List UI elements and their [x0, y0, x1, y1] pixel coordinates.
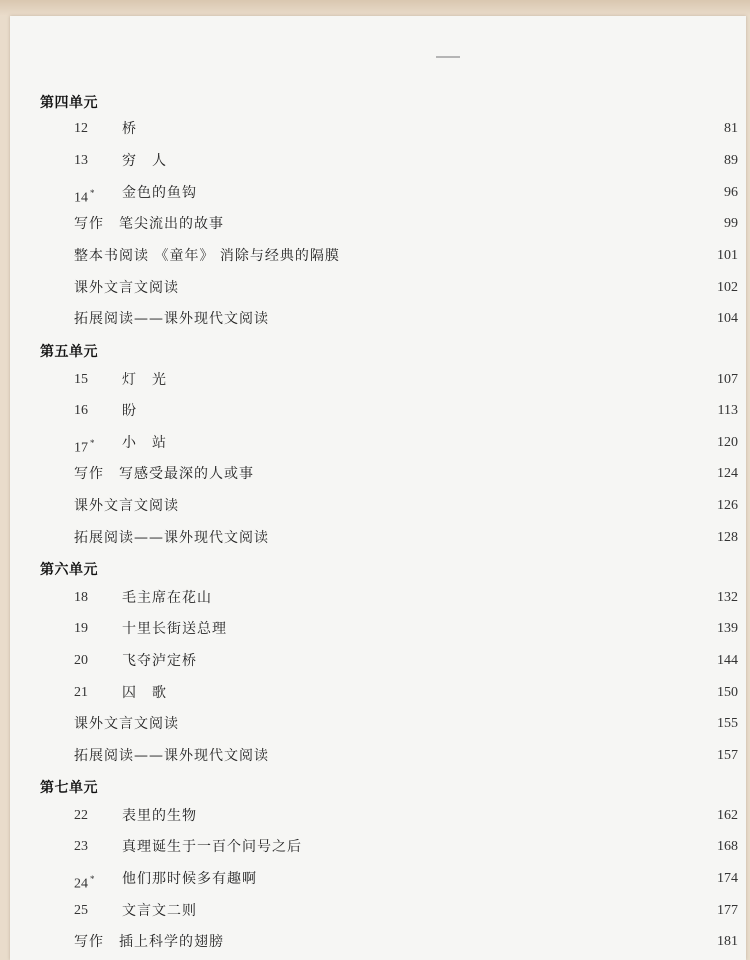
toc-entry[interactable] — [10, 400, 746, 422]
toc-entry[interactable] — [10, 713, 746, 735]
leader-dots — [203, 805, 702, 827]
entry-title: 文言文二则 — [122, 903, 197, 919]
entry-title: 写作 笔尖流出的故事 — [74, 216, 224, 232]
optional-lesson-star: * — [90, 438, 95, 448]
toc-entry[interactable] — [10, 900, 746, 922]
leader-dots — [203, 650, 702, 672]
entry-title: 十里长街送总理 — [122, 621, 227, 637]
toc-entry[interactable] — [10, 277, 746, 299]
lesson-number: 22 — [74, 808, 88, 823]
top-background-strip — [0, 0, 750, 16]
lesson-number: 19 — [74, 621, 88, 636]
page-number: 128 — [717, 530, 738, 545]
leader-dots — [185, 277, 702, 299]
lesson-number: 18 — [74, 590, 88, 605]
page-number: 104 — [717, 311, 738, 326]
entry-title: 整本书阅读 《童年》 消除与经典的隔膜 — [74, 248, 340, 264]
entry-title: 灯 光 — [122, 372, 167, 388]
leader-dots — [308, 836, 702, 858]
toc-entry[interactable] — [10, 931, 746, 953]
entry-title: 金色的鱼钩 — [122, 185, 197, 201]
page-number: 99 — [724, 216, 738, 231]
toc-entry[interactable] — [10, 463, 746, 485]
page-divider-mark — [436, 56, 460, 58]
lesson-number: 24 * — [74, 874, 95, 892]
page-number: 177 — [717, 903, 738, 918]
leader-dots — [203, 182, 702, 204]
toc-entry[interactable] — [10, 495, 746, 517]
toc-entry[interactable] — [10, 745, 746, 767]
page-number: 120 — [717, 435, 738, 450]
page-number: 102 — [717, 280, 738, 295]
lesson-number: 15 — [74, 372, 88, 387]
entry-title: 写作 插上科学的翅膀 — [74, 934, 224, 950]
toc-entry[interactable] — [10, 868, 746, 890]
entry-title: 课外文言文阅读 — [74, 498, 179, 514]
entry-title: 小 站 — [122, 435, 167, 451]
toc-entry[interactable] — [10, 308, 746, 330]
entry-title: 表里的生物 — [122, 808, 197, 824]
page-number: 81 — [724, 121, 738, 136]
lesson-number: 14 * — [74, 188, 95, 206]
page-number: 144 — [717, 653, 738, 668]
toc-entry[interactable] — [10, 118, 746, 140]
page-number: 113 — [717, 403, 738, 418]
leader-dots — [260, 463, 702, 485]
toc-entry[interactable] — [10, 369, 746, 391]
entry-title: 他们那时候多有趣啊 — [122, 871, 257, 887]
entry-title: 桥 — [122, 121, 137, 137]
entry-title: 拓展阅读——课外现代文阅读 — [74, 530, 269, 546]
lesson-number: 25 — [74, 903, 88, 918]
entry-title: 盼 — [122, 403, 137, 419]
entry-title: 穷 人 — [122, 153, 167, 169]
leader-dots — [143, 118, 702, 140]
lesson-number: 17 * — [74, 438, 95, 456]
toc-entry[interactable] — [10, 587, 746, 609]
lesson-number: 12 — [74, 121, 88, 136]
page-number: 132 — [717, 590, 738, 605]
leader-dots — [173, 432, 702, 454]
entry-title: 飞夺泸定桥 — [122, 653, 197, 669]
page-number: 181 — [717, 934, 738, 949]
leader-dots — [203, 900, 702, 922]
toc-entry[interactable] — [10, 650, 746, 672]
page-number: 174 — [717, 871, 738, 886]
lesson-number: 23 — [74, 839, 88, 854]
lesson-number: 21 — [74, 685, 88, 700]
optional-lesson-star: * — [90, 188, 95, 198]
page-number: 126 — [717, 498, 738, 513]
unit-heading: 第五单元 — [40, 344, 98, 360]
table-of-contents-page — [10, 16, 746, 960]
page-number: 162 — [717, 808, 738, 823]
page-number: 168 — [717, 839, 738, 854]
leader-dots — [218, 587, 702, 609]
toc-entry[interactable] — [10, 836, 746, 858]
unit-heading: 第七单元 — [40, 780, 98, 796]
entry-title: 真理诞生于一百个问号之后 — [122, 839, 302, 855]
toc-entry[interactable] — [10, 245, 746, 267]
toc-entry[interactable] — [10, 805, 746, 827]
lesson-number: 13 — [74, 153, 88, 168]
leader-dots — [143, 400, 702, 422]
leader-dots — [233, 618, 702, 640]
unit-heading: 第六单元 — [40, 562, 98, 578]
leader-dots — [263, 868, 702, 890]
page-number: 150 — [717, 685, 738, 700]
leader-dots — [185, 495, 702, 517]
leader-dots — [346, 245, 702, 267]
leader-dots — [173, 682, 702, 704]
leader-dots — [275, 527, 702, 549]
unit-heading: 第四单元 — [40, 95, 98, 111]
toc-entry[interactable] — [10, 618, 746, 640]
toc-entry[interactable] — [10, 150, 746, 172]
leader-dots — [173, 150, 702, 172]
entry-title: 囚 歌 — [122, 685, 167, 701]
optional-lesson-star: * — [90, 874, 95, 884]
leader-dots — [275, 745, 702, 767]
leader-dots — [185, 713, 702, 735]
toc-entry[interactable] — [10, 213, 746, 235]
entry-title: 写作 写感受最深的人或事 — [74, 466, 254, 482]
toc-entry[interactable] — [10, 527, 746, 549]
page-number: 107 — [717, 372, 738, 387]
leader-dots — [230, 213, 702, 235]
leader-dots — [230, 931, 702, 953]
toc-entry[interactable] — [10, 432, 746, 454]
page-number: 96 — [724, 185, 738, 200]
leader-dots — [173, 369, 702, 391]
page-number: 124 — [717, 466, 738, 481]
toc-entry[interactable] — [10, 682, 746, 704]
entry-title: 毛主席在花山 — [122, 590, 212, 606]
page-number: 155 — [717, 716, 738, 731]
entry-title: 课外文言文阅读 — [74, 716, 179, 732]
lesson-number: 20 — [74, 653, 88, 668]
page-number: 101 — [717, 248, 738, 263]
entry-title: 课外文言文阅读 — [74, 280, 179, 296]
entry-title: 拓展阅读——课外现代文阅读 — [74, 311, 269, 327]
page-number: 157 — [717, 748, 738, 763]
entry-title: 拓展阅读——课外现代文阅读 — [74, 748, 269, 764]
page-number: 139 — [717, 621, 738, 636]
leader-dots — [275, 308, 702, 330]
toc-entry[interactable] — [10, 182, 746, 204]
page-number: 89 — [724, 153, 738, 168]
lesson-number: 16 — [74, 403, 88, 418]
